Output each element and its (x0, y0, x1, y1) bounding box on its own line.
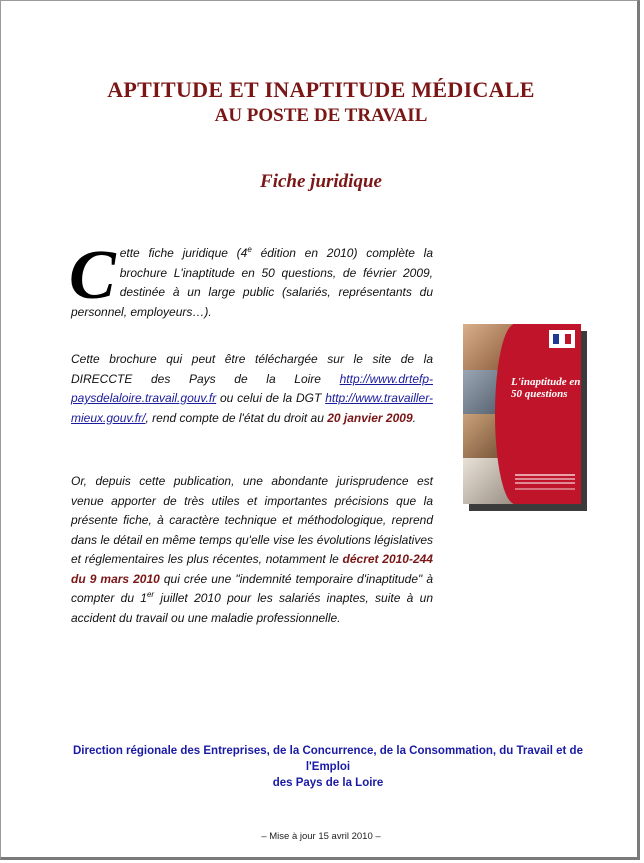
cover-curve (495, 324, 535, 504)
brochure-text-d: . (412, 410, 416, 425)
document-title-line1: APTITUDE ET INAPTITUDE MÉDICALE (107, 77, 535, 102)
brochure-text-c: , rend compte de l'état du droit au (145, 410, 328, 425)
brochure-text-b: ou celui de la DGT (216, 391, 326, 405)
update-text-b: qui crée une "indemnité temporaire d'inaptitude" à compter du 1 (71, 571, 433, 605)
cover-fine-print (515, 474, 575, 476)
drop-cap: C (69, 237, 116, 314)
update-superscript: er (146, 590, 155, 599)
republic-logo-icon (549, 330, 575, 348)
date-highlight: 20 janvier 2009 (327, 410, 413, 425)
intro-text-b: édition en 2010) complète la brochure L'inaptitude en 50 questions, de février 2009, destinée à un large public (salariés, représentants du personnel, employeurs…). (71, 246, 433, 319)
decree-highlight: décret 2010-244 du 9 mars 2010 (71, 552, 433, 586)
update-text-a: Or, depuis cette publication, une abondante jurisprudence est venue apporter de très utiles et importantes précisions que la présente fiche, à caractère technique et méthodologique, reprend dans le détail en même temps qu'elle vise les évolutions législatives et réglementaires les plus récentes, notamment le (71, 474, 433, 566)
update-paragraph (71, 472, 433, 628)
brochure-text-a: Cette brochure qui peut être téléchargée sur le site de la DIRECCTE des Pays de la Loire (71, 352, 433, 386)
footer-line1: Direction régionale des Entreprises, de la Concurrence, de la Consommation, du Travail et de l'Emploi (73, 745, 583, 773)
document-title-line2: AU POSTE DE TRAVAIL (214, 105, 428, 126)
intro-superscript: e (247, 245, 252, 254)
update-text-c: juillet 2010 pour les salariés inaptes, suite à un accident du travail ou une maladie professionnelle. (71, 591, 433, 625)
direccte-link[interactable]: http://www.drtefp-paysdelaloire.travail.gouv.fr (71, 371, 433, 405)
dgt-link[interactable]: http://www.travailler-mieux.gouv.fr/ (71, 391, 433, 425)
cover-title: L'inaptitude en 50 questions (511, 376, 581, 400)
footer-line2: des Pays de la Loire (272, 777, 384, 789)
intro-text-a: ette fiche juridique (4 (119, 246, 248, 260)
brochure-paragraph (71, 350, 433, 428)
intro-paragraph (69, 237, 433, 322)
update-date: – Mise à jour 15 avril 2010 – (261, 831, 381, 842)
brochure-cover-image (463, 324, 581, 504)
footer-organization (71, 743, 585, 791)
document-subtitle: Fiche juridique (260, 171, 382, 192)
